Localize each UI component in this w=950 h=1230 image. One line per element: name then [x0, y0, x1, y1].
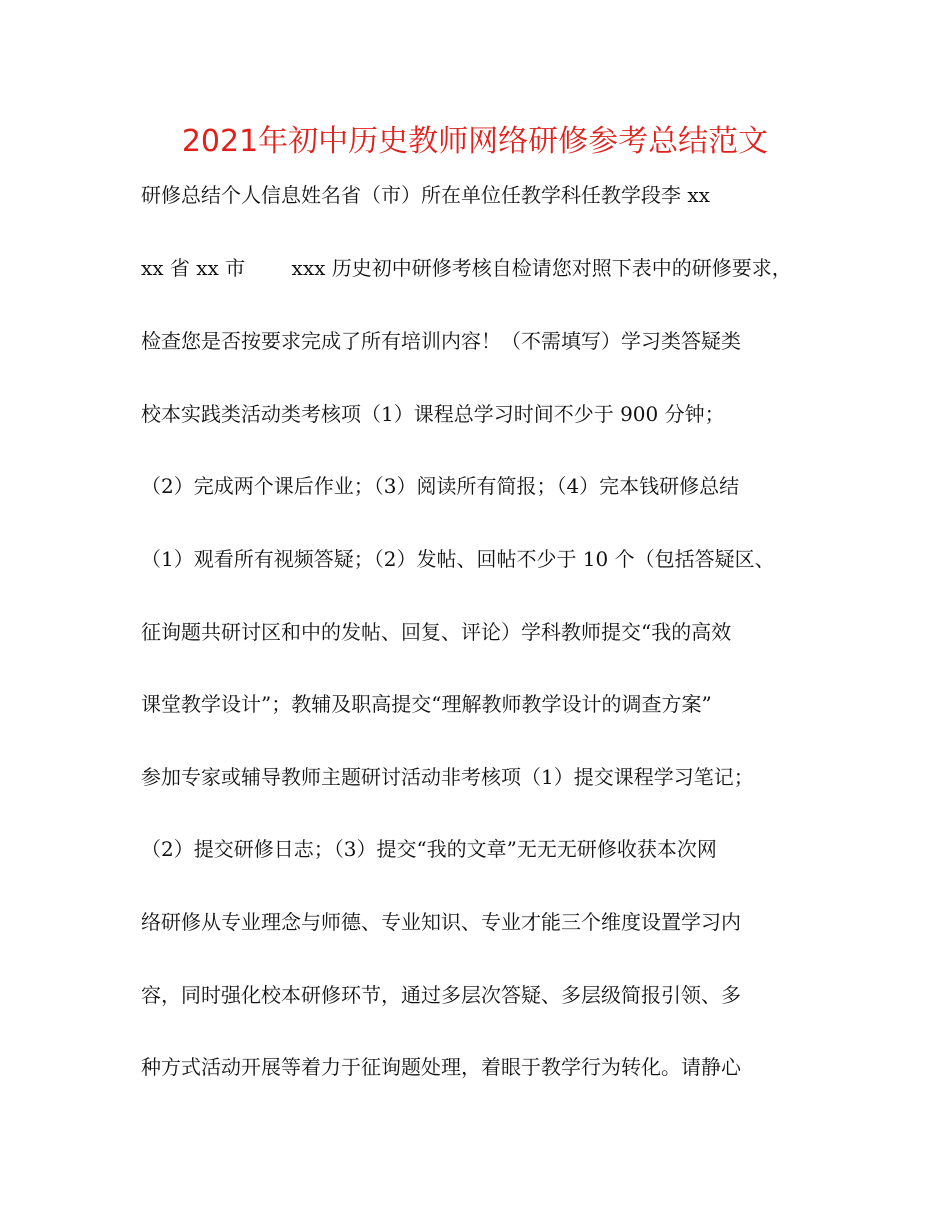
body-line: 研修总结个人信息姓名省（市）所在单位任教学科任教学段李 xx — [141, 183, 710, 207]
body-line: 校本实践类活动类考核项（1）课程总学习时间不少于 900 分钟； — [141, 402, 725, 426]
body-line: 种方式活动开展等着力于征询题处理，着眼于教学行为转化。请静心 — [141, 1055, 741, 1079]
document-title: 2021年初中历史教师网络研修参考总结范文 — [181, 124, 769, 159]
body-line: 容，同时强化校本研修环节，通过多层次答疑、多层级简报引领、多 — [141, 983, 741, 1007]
body-line: 检查您是否按要求完成了所有培训内容！（不需填写）学习类答疑类 — [141, 329, 741, 353]
body-line: （2）完成两个课后作业；（3）阅读所有简报；（4）完本钱研修总结 — [141, 474, 740, 498]
body-line: 参加专家或辅导教师主题研讨活动非考核项（1）提交课程学习笔记； — [141, 765, 754, 789]
body-line: 征询题共研讨区和中的发帖、回复、评论）学科教师提交“我的高效 — [141, 620, 732, 644]
body-line: （2）提交研修日志；（3）提交“我的文章”无无无研修收获本次网 — [141, 837, 717, 861]
body-line: 课堂教学设计”；教辅及职高提交“理解教师教学设计的调查方案” — [141, 692, 712, 716]
body-line: 络研修从专业理念与师德、专业知识、专业才能三个维度设置学习内 — [141, 910, 741, 934]
body-line: xx 省 xx 市 xxx 历史初中研修考核自检请您对照下表中的研修要求， — [141, 256, 792, 280]
body-line: （1）观看所有视频答疑；（2）发帖、回帖不少于 10 个（包括答疑区、 — [141, 547, 775, 571]
